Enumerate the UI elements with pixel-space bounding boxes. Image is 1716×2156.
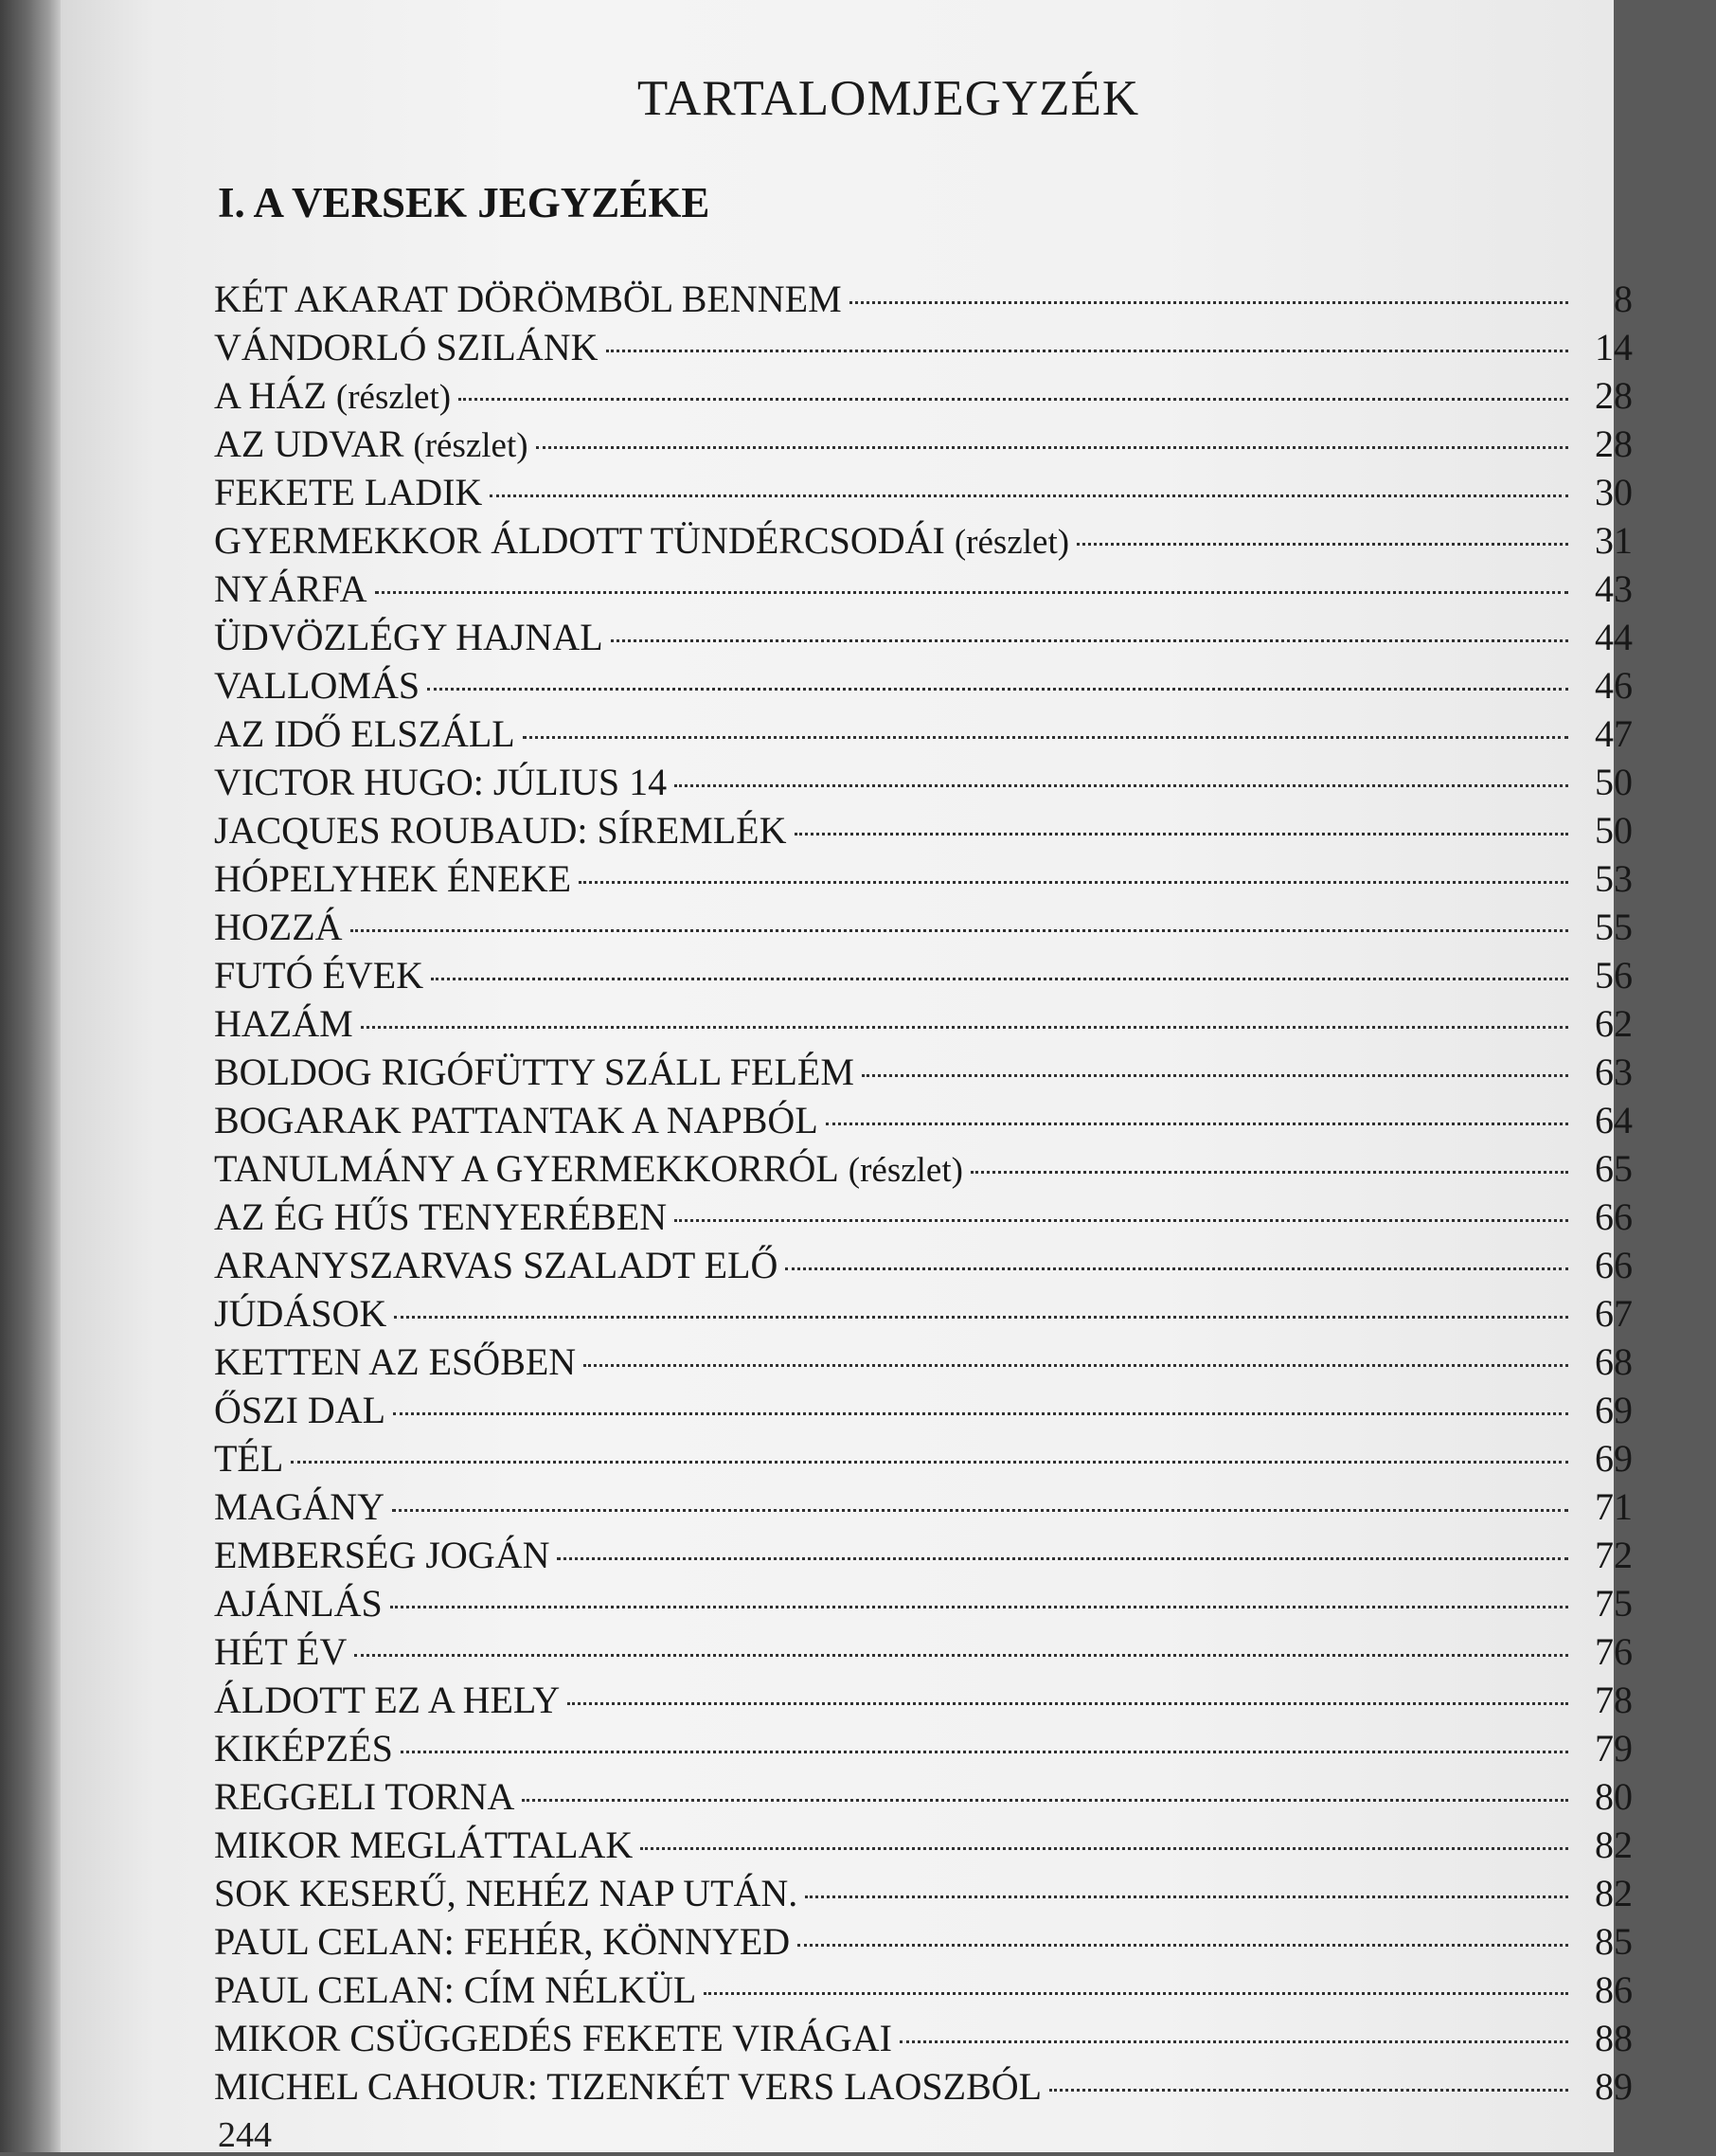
- dot-leader: [291, 1461, 1568, 1464]
- dot-leader: [375, 591, 1568, 594]
- toc-entry-page: 82: [1595, 1872, 1633, 1914]
- toc-entry-title: ARANYSZARVAS SZALADT ELŐ: [214, 1244, 778, 1286]
- toc-entry: [214, 1096, 1633, 1144]
- toc-entry-page: 69: [1595, 1389, 1633, 1431]
- table-of-contents: [214, 275, 1633, 2111]
- dot-leader: [523, 736, 1568, 739]
- toc-entry-title: HAZÁM: [214, 1002, 353, 1045]
- toc-entry-page: 65: [1595, 1147, 1633, 1190]
- toc-entry: [214, 710, 1633, 758]
- dot-leader: [536, 446, 1568, 449]
- dot-leader: [704, 1992, 1568, 1995]
- toc-entry-page: 82: [1595, 1824, 1633, 1866]
- toc-entry-title: AZ UDVAR: [214, 422, 404, 465]
- toc-entry-title: ŐSZI DAL: [214, 1389, 386, 1431]
- toc-entry: [214, 1821, 1633, 1869]
- toc-entry-title: NYÁRFA: [214, 567, 367, 610]
- toc-entry-title: ÁLDOTT EZ A HELY: [214, 1679, 561, 1721]
- dot-leader: [350, 929, 1568, 932]
- toc-entry: [214, 1144, 1633, 1193]
- toc-entry-page: 66: [1595, 1195, 1633, 1238]
- dot-leader: [606, 350, 1568, 352]
- toc-entry-page: 78: [1595, 1679, 1633, 1721]
- toc-entry-title: VÁNDORLÓ SZILÁNK: [214, 326, 599, 368]
- toc-entry-title: VALLOMÁS: [214, 664, 420, 707]
- toc-entry-page: 71: [1595, 1485, 1633, 1528]
- toc-entry-page: 55: [1595, 906, 1633, 948]
- dot-leader: [394, 1316, 1568, 1319]
- toc-entry: [214, 420, 1633, 468]
- toc-entry-title: ÜDVÖZLÉGY HAJNAL: [214, 616, 603, 658]
- toc-entry-title: FUTÓ ÉVEK: [214, 954, 424, 997]
- toc-entry: [214, 1917, 1633, 1966]
- toc-entry: [214, 1676, 1633, 1724]
- toc-entry: [214, 951, 1633, 999]
- toc-entry-title: MIKOR MEGLÁTTALAK: [214, 1824, 634, 1866]
- dot-leader: [795, 833, 1569, 835]
- toc-entry: [214, 806, 1633, 854]
- toc-entry-title: AZ ÉG HŰS TENYERÉBEN: [214, 1195, 668, 1238]
- toc-entry-title: HÉT ÉV: [214, 1630, 348, 1673]
- toc-entry: [214, 1579, 1633, 1627]
- toc-entry-title: JÚDÁSOK: [214, 1292, 387, 1335]
- dot-leader: [427, 688, 1568, 691]
- dot-leader: [971, 1171, 1568, 1174]
- dot-leader: [805, 1895, 1568, 1898]
- dot-leader: [390, 1606, 1568, 1608]
- toc-entry-page: 56: [1595, 954, 1633, 997]
- toc-entry: [214, 999, 1633, 1048]
- dot-leader: [1077, 543, 1568, 546]
- toc-entry: [214, 468, 1633, 516]
- dot-leader: [392, 1509, 1568, 1512]
- toc-entry-page: 80: [1595, 1775, 1633, 1818]
- dot-leader: [431, 978, 1568, 980]
- toc-entry-title: TANULMÁNY A GYERMEKKORRÓL: [214, 1147, 839, 1190]
- toc-entry-page: 8: [1614, 278, 1633, 320]
- book-page: [61, 0, 1633, 2155]
- page-title: TARTALOMJEGYZÉK: [636, 71, 1140, 126]
- dot-leader: [522, 1799, 1568, 1802]
- toc-entry-page: 62: [1595, 1002, 1633, 1045]
- dot-leader: [611, 639, 1568, 642]
- dot-leader: [640, 1847, 1568, 1850]
- toc-entry-title: PAUL CELAN: FEHÉR, KÖNNYED: [214, 1920, 791, 1963]
- toc-entry-page: 44: [1595, 616, 1633, 658]
- toc-entry: [214, 371, 1633, 420]
- toc-entry: [214, 661, 1633, 710]
- toc-entry: [214, 1241, 1633, 1289]
- toc-entry-page: 50: [1595, 809, 1633, 852]
- toc-entry: [214, 1869, 1633, 1917]
- dot-leader: [401, 1751, 1568, 1753]
- toc-entry-page: 88: [1595, 2017, 1633, 2059]
- dot-leader: [674, 784, 1568, 787]
- dot-leader: [354, 1654, 1568, 1657]
- toc-entry-title: MICHEL CAHOUR: TIZENKÉT VERS LAOSZBÓL: [214, 2065, 1043, 2108]
- toc-entry-title: EMBERSÉG JOGÁN: [214, 1534, 550, 1576]
- toc-entry-page: 72: [1595, 1534, 1633, 1576]
- dot-leader: [490, 494, 1568, 497]
- dot-leader: [900, 2040, 1568, 2043]
- toc-entry: [214, 2062, 1633, 2111]
- toc-entry: [214, 758, 1633, 806]
- toc-entry-page: 28: [1595, 422, 1633, 465]
- toc-entry: [214, 1724, 1633, 1772]
- toc-entry-title: AJÁNLÁS: [214, 1582, 383, 1625]
- toc-entry: [214, 1627, 1633, 1676]
- toc-entry: [214, 323, 1633, 371]
- dot-leader: [557, 1557, 1568, 1560]
- toc-entry-title: FEKETE LADIK: [214, 471, 483, 513]
- toc-entry-page: 31: [1595, 519, 1633, 562]
- toc-entry-note: (részlet): [954, 523, 1070, 562]
- toc-entry-title: KIKÉPZÉS: [214, 1727, 393, 1770]
- toc-entry-page: 50: [1595, 761, 1633, 803]
- toc-entry-title: HÓPELYHEK ÉNEKE: [214, 857, 572, 900]
- toc-entry-title: VICTOR HUGO: JÚLIUS 14: [214, 761, 668, 803]
- toc-entry-title: KETTEN AZ ESŐBEN: [214, 1340, 577, 1383]
- toc-entry-title: SOK KESERŰ, NEHÉZ NAP UTÁN.: [214, 1872, 798, 1914]
- toc-entry-page: 66: [1595, 1244, 1633, 1286]
- toc-entry: [214, 565, 1633, 613]
- toc-entry-page: 67: [1595, 1292, 1633, 1335]
- dot-leader: [849, 301, 1568, 304]
- toc-entry-title: REGGELI TORNA: [214, 1775, 515, 1818]
- toc-entry-title: PAUL CELAN: CÍM NÉLKÜL: [214, 1968, 697, 2011]
- toc-entry-note: (részlet): [335, 378, 452, 417]
- toc-entry-title: JACQUES ROUBAUD: SÍREMLÉK: [214, 809, 787, 852]
- dot-leader: [458, 398, 1568, 401]
- toc-entry-page: 46: [1595, 664, 1633, 707]
- toc-entry: [214, 1386, 1633, 1434]
- toc-entry: [214, 613, 1633, 661]
- toc-entry: [214, 1772, 1633, 1821]
- toc-entry: [214, 1531, 1633, 1579]
- toc-entry: [214, 1434, 1633, 1482]
- toc-entry-title: HOZZÁ: [214, 906, 343, 948]
- toc-entry-page: 43: [1595, 567, 1633, 610]
- toc-entry: [214, 1966, 1633, 2014]
- dot-leader: [797, 1944, 1568, 1947]
- toc-entry-title: MAGÁNY: [214, 1485, 384, 1528]
- page-number: 244: [218, 2115, 272, 2155]
- toc-entry-page: 47: [1595, 712, 1633, 755]
- toc-entry-page: 30: [1595, 471, 1633, 513]
- toc-entry-title: MIKOR CSÜGGEDÉS FEKETE VIRÁGAI: [214, 2017, 892, 2059]
- toc-entry: [214, 903, 1633, 951]
- toc-entry: [214, 275, 1633, 323]
- dot-leader: [393, 1412, 1568, 1415]
- toc-entry-title: TÉL: [214, 1437, 284, 1480]
- toc-entry-page: 86: [1595, 1968, 1633, 2011]
- section-heading: I. A VERSEK JEGYZÉKE: [218, 179, 710, 226]
- toc-entry-title: A HÁZ: [214, 374, 327, 417]
- toc-entry-page: 14: [1595, 326, 1633, 368]
- toc-entry: [214, 2014, 1633, 2062]
- toc-entry: [214, 1048, 1633, 1096]
- toc-entry-page: 68: [1595, 1340, 1633, 1383]
- toc-entry-title: GYERMEKKOR ÁLDOTT TÜNDÉRCSODÁI: [214, 519, 945, 562]
- toc-entry-note: (részlet): [848, 1151, 963, 1190]
- dot-leader: [674, 1219, 1568, 1222]
- dot-leader: [785, 1267, 1568, 1270]
- dot-leader: [361, 1026, 1568, 1029]
- dot-leader: [583, 1364, 1568, 1367]
- toc-entry-title: KÉT AKARAT DÖRÖMBÖL BENNEM: [214, 278, 842, 320]
- dot-leader: [1049, 2089, 1568, 2092]
- toc-entry-title: BOLDOG RIGÓFÜTTY SZÁLL FELÉM: [214, 1051, 854, 1093]
- toc-entry-page: 89: [1595, 2065, 1633, 2108]
- toc-entry: [214, 1338, 1633, 1386]
- toc-entry-note: (részlet): [413, 426, 528, 465]
- toc-entry-page: 69: [1595, 1437, 1633, 1480]
- book-binding: [0, 0, 61, 2152]
- toc-entry-page: 85: [1595, 1920, 1633, 1963]
- toc-entry-page: 75: [1595, 1582, 1633, 1625]
- toc-entry: [214, 516, 1633, 565]
- dot-leader: [862, 1074, 1568, 1077]
- toc-entry: [214, 1289, 1633, 1338]
- toc-entry: [214, 854, 1633, 903]
- toc-entry-page: 28: [1595, 374, 1633, 417]
- toc-entry-page: 79: [1595, 1727, 1633, 1770]
- dot-leader: [579, 881, 1568, 884]
- toc-entry-page: 63: [1595, 1051, 1633, 1093]
- toc-entry-title: BOGARAK PATTANTAK A NAPBÓL: [214, 1099, 818, 1141]
- toc-entry-page: 76: [1595, 1630, 1633, 1673]
- toc-entry-page: 64: [1595, 1099, 1633, 1141]
- dot-leader: [567, 1702, 1568, 1705]
- toc-entry: [214, 1482, 1633, 1531]
- toc-entry-page: 53: [1595, 857, 1633, 900]
- dot-leader: [826, 1123, 1568, 1125]
- toc-entry-title: AZ IDŐ ELSZÁLL: [214, 712, 515, 755]
- toc-entry: [214, 1193, 1633, 1241]
